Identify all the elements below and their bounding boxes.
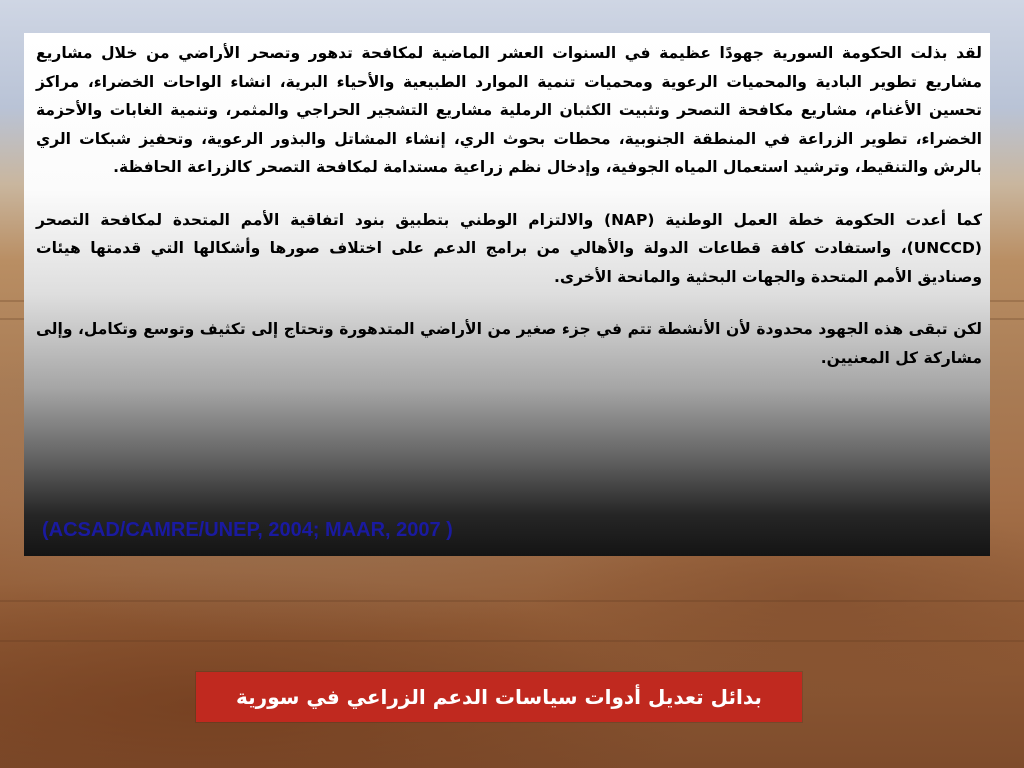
text-panel xyxy=(24,33,990,556)
slide-title: بدائل تعديل أدوات سياسات الدعم الزراعي في سورية xyxy=(236,685,762,709)
paragraph-government-efforts: لقد بذلت الحكومة السورية جهودًا عظيمة في السنوات العشر الماضية لمكافحة تدهور وتصحر الأراضي من خلال مشاريع مشاريع تطوير البادية والمحميات الرعوية ومحميات تنمية الموارد الطبيعية والأحياء البرية، انشاء الواحات الخضراء، مراكز تحسين الأغنام، مشاريع مكافحة التصحر وتثبيت الكثبان الرملية مشاريع التشجير الحراجي والمثمر، وتنمية الغابات والأحزمة الخضراء، تطوير الزراعة في المنطقة الجنوبية، محطات بحوث الري، إنشاء المشاتل والبذور الرعوية، وتحفيز شبكات الري بالرش والتنقيط، وترشيد استعمال المياه الجوفية، وإدخال نظم زراعية مستدامة لمكافحة التصحر كالزراعة الحافظة. xyxy=(36,44,982,176)
landscape-streak xyxy=(0,640,1024,642)
citation: (ACSAD/CAMRE/UNEP, 2004; MAAR, 2007 ) xyxy=(42,519,453,541)
paragraph-national-action-plan: كما أعدت الحكومة خطة العمل الوطنية (NAP) والالتزام الوطني بتطبيق بنود اتفاقية الأمم المتحدة لمكافحة التصحر (UNCCD)، واستفادت كافة قطاعات الدولة والأهالي من برامج الدعم على اختلاف صورها وأشكالها التي قدمتها هيئات وصناديق الأمم المتحدة والجهات البحثية والمانحة الأخرى. xyxy=(36,210,983,286)
slide-title-bar xyxy=(196,672,802,722)
paragraph-limitations: لكن تبقى هذه الجهود محدودة لأن الأنشطة تتم في جزء صغير من الأراضي المتدهورة وتحتاج إلى تكثيف وتوسع وتكامل، وإلى مشاركة كل المعنيين. xyxy=(36,320,982,367)
landscape-streak xyxy=(0,600,1024,602)
